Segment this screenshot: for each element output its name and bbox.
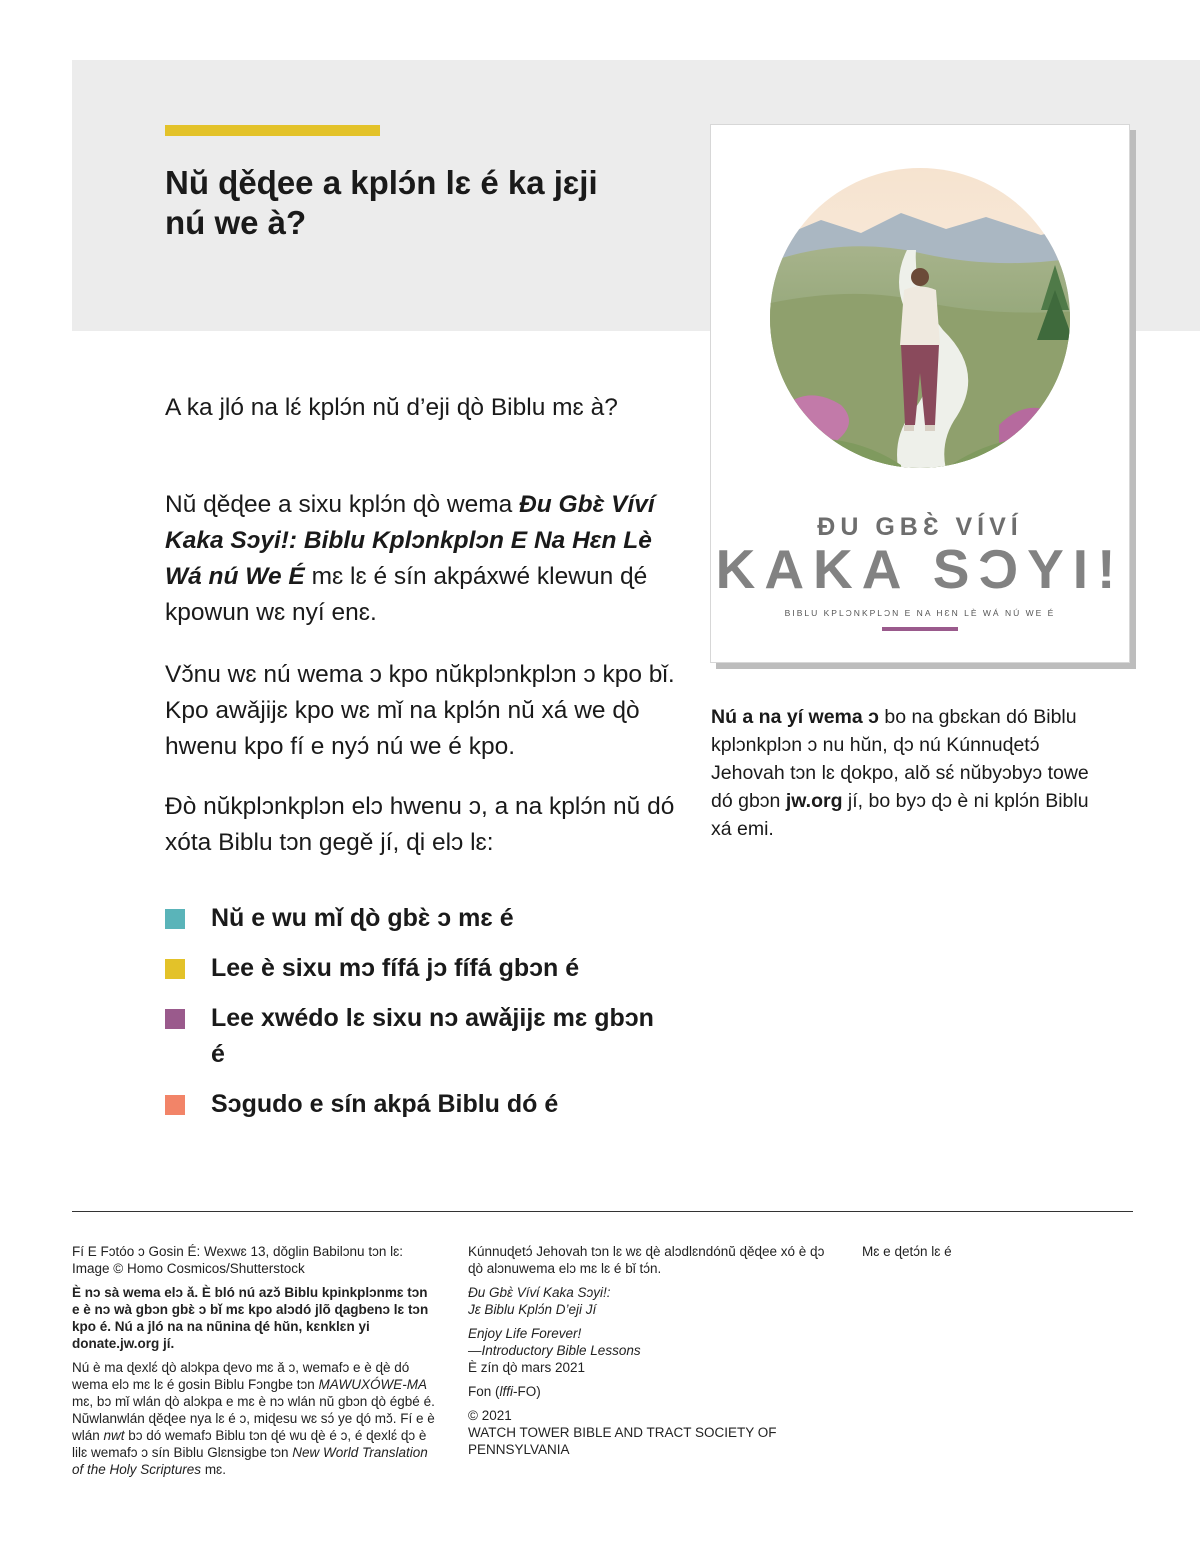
language-code-value: lffi <box>499 1384 514 1399</box>
intro-paragraph-3: Vɔ̌nu wɛ nú wema ɔ kpo nŭkplɔnkplɔn ɔ kpo bǐ. Kpo awǎjijɛ kpo wɛ mǐ na kplɔ́n nŭ xá we ɖò hwenu kpo fí e nyɔ́ nú we é kpo. <box>165 661 675 760</box>
book-title: Ɖu Gbɛ̀ Víví Kaka Sɔyi!: Biblu Kplɔnkplɔn E Na Hɛn Lè Wá nú We É <box>165 491 655 590</box>
fon-title <box>468 1284 828 1318</box>
list-item-label: Nŭ e wu mǐ ɖò gbɛ̀ ɔ mɛ é <box>211 904 514 932</box>
cover-subtitle: BIBLU KPLƆNKPLƆN E NA HƐN LÈ WÁ NÚ WE É <box>784 608 1056 618</box>
publisher-line: Kúnnuɖetɔ́ Jehovah tɔn lɛ wɛ ɖè alɔdlɛndónŭ ɖěɖee xó è ɖɔ ɖò alɔnuwema elɔ mɛ lɛ é bǐ tɔ́n. <box>468 1244 825 1276</box>
english-title-line-1: Enjoy Life Forever! <box>468 1326 582 1341</box>
page-title: Nŭ ɖěɖee a kplɔ́n lɛ é ka jɛji nú we à? <box>165 164 598 241</box>
donation-note <box>72 1284 437 1352</box>
book-cover <box>710 124 1130 663</box>
sidebar-lead: Nú a na yí wema ɔ <box>711 706 879 728</box>
fon-title-line-1: Ɖu Gbɛ̀ Vívί Kaka Sɔyi!: <box>468 1285 611 1300</box>
sidebar-text <box>711 703 1111 843</box>
photo-credit: Fí E Fɔtóo ɔ Gosin É: Wexwɛ 13, dǒglin Babilɔnu tɔn lɛ: Image © Homo Cosmicos/Shutterstock <box>72 1244 404 1276</box>
cover-title-main: KAKA SƆYI! <box>715 538 1125 600</box>
note-text-3: bɔ dó wemafɔ Biblu tɔn ɖé wu ɖè é ɔ, é ɖexlɛ́ ɖɔ è lilɛ wemafɔ ɔ sín Biblu Glɛnsigbe tɔn <box>72 1428 427 1460</box>
list-item-label: Lee è sixu mɔ fífá jɔ fífá gbɔn é <box>211 954 580 982</box>
topic-list <box>165 900 665 1136</box>
fon-title-line-2: Jɛ Biblu Kplɔ́n D’eji Jí <box>468 1302 597 1317</box>
yellow-bullet-square <box>165 959 185 979</box>
translation-note <box>72 1359 437 1478</box>
intro-paragraph-4: Ɖò nŭkplɔnkplɔn elɔ hwenu ɔ, a na kplɔ́n nŭ dó xóta Biblu tɔn gegě jí, ɖi elɔ lɛ: <box>165 793 675 856</box>
note-text-2: mɛ, bɔ mǐ wlán ɖò alɔkpa e mɛ è nɔ wlán nŭ gbɔn ɖò égbé é. Nŭwlanwlán ɖěɖee nya lɛ é ɔ, miɖesu wɛ sɔ́ ye ɖó mɔ̌. Fí e è wlán <box>72 1394 435 1443</box>
distributor-label: Mɛ e ɖetɔ́n lɛ é <box>862 1244 952 1259</box>
language-suffix: -FO) <box>513 1384 541 1399</box>
intro-paragraph-1: A ka jló na lɛ́ kplɔ́n nŭ d’eji ɖò Biblu mɛ à? <box>165 394 618 421</box>
note-italic-3: New World Translation of the Holy Scriptures <box>72 1445 428 1477</box>
language-label: Fon ( <box>468 1384 500 1399</box>
sidebar-text-part1: bo na gbɛkan dó Biblu kplɔnkplɔn ɔ nu hŭn, ɖɔ nú Kúnnuɖetɔ́ Jehovah tɔn lɛ ɖokpo, alǒ sɛ́ nŭbyɔbyɔ towe dó gbɔn <box>711 706 1089 812</box>
list-item-label: Lee xwédo lɛ sixu nɔ awǎjijɛ mɛ gbɔn é <box>211 1004 654 1068</box>
donation-text: È nɔ sà wema elɔ ǎ. È bló nú azɔ̌ Biblu kpinkplɔnmɛ tɔn e è nɔ wà gbɔn gbɛ̀ ɔ bǐ mɛ kpo alɔdó jlõ ɖagbenɔ lɛ tɔn kpo é. Nú a jló na na nũnina ɖé hŭn, kɛnklɛn yi donate.jw.org jí. <box>72 1285 429 1351</box>
jw-org-link[interactable]: jw.org <box>785 790 843 812</box>
footer-column-3 <box>862 1243 1062 1267</box>
sidebar-text-part2: jí, bo byɔ ɖɔ è ni kplɔ́n Biblu xá emi. <box>711 790 1089 840</box>
p2-lead: Nŭ ɖěɖee a sixu kplɔ́n ɖò wema <box>165 491 520 518</box>
edition-date: È zín ɖò mars 2021 <box>468 1360 586 1375</box>
footer-divider <box>72 1211 1133 1212</box>
purple-bullet-square <box>165 1009 185 1029</box>
list-item <box>165 1000 665 1072</box>
copyright-year: © 2021 <box>468 1408 512 1423</box>
intro-paragraph-2 <box>165 487 675 631</box>
p2-tail: mɛ lɛ é sín akpáxwé klewun ɖé kpowun wɛ nyí enɛ. <box>165 563 648 626</box>
list-item <box>165 950 665 986</box>
english-title-line-2: —Introductory Bible Lessons <box>468 1343 641 1358</box>
footer-column-2 <box>468 1243 828 1465</box>
english-title <box>468 1325 828 1376</box>
note-italic-2: nwt <box>103 1428 125 1443</box>
copyright <box>468 1407 828 1458</box>
list-item-label: Sɔgudo e sín akpá Biblu dó é <box>211 1090 559 1118</box>
accent-bar <box>165 125 380 136</box>
cover-accent-line <box>882 627 958 631</box>
footer-column-1 <box>72 1243 437 1485</box>
list-item <box>165 900 665 936</box>
cover-title-top: ƉU GBƐ̀ VÍVÍ <box>817 513 1023 541</box>
copyright-holder: WATCH TOWER BIBLE AND TRACT SOCIETY OF PENNSYLVANIA <box>468 1425 777 1457</box>
teal-bullet-square <box>165 909 185 929</box>
note-text-4: mɛ. <box>201 1462 226 1477</box>
language-code <box>468 1383 828 1400</box>
coral-bullet-square <box>165 1095 185 1115</box>
list-item <box>165 1086 665 1122</box>
note-text-1: Nú è ma ɖexlɛ́ ɖò alɔkpa ɖevo mɛ ǎ ɔ, wemafɔ e è ɖè dó wema elɔ mɛ lɛ é gosin Biblu Fɔngbe tɔn <box>72 1360 410 1392</box>
note-italic-1: MAWUXÓWE-MA <box>318 1377 427 1392</box>
